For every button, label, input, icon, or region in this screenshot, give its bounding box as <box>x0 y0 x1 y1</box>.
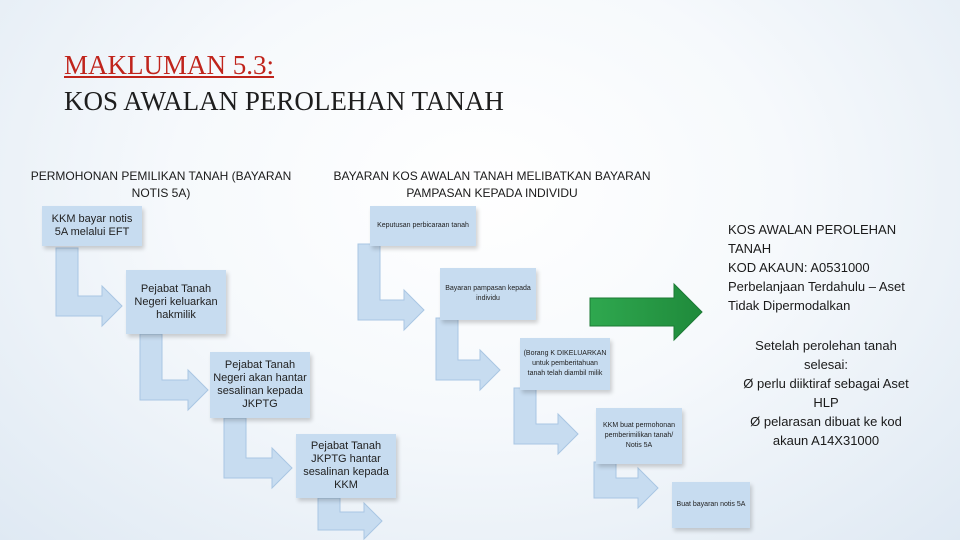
bullet-arrow-icon: Ø <box>743 376 754 391</box>
connector-arrow-1 <box>56 248 122 326</box>
connector-arrow-3 <box>224 418 292 488</box>
flow-box-text: Buat bayaran notis 5A <box>676 501 746 508</box>
right-column-header: BAYARAN KOS AWALAN TANAH MELIBATKAN BAYARAN PAMPASAN KEPADA INDIVIDU <box>333 169 651 200</box>
flow-box-left-2 <box>126 270 226 334</box>
flow-box-right-2 <box>440 268 536 320</box>
flow-box-text: Pejabat Tanah Negeri akan hantar sesalinan kepada JKPTG <box>213 359 307 410</box>
flow-box-text: Pejabat Tanah Negeri keluarkan hakmilik <box>134 282 218 321</box>
cost-info-line: KOD AKAUN: A0531000 <box>728 260 870 275</box>
green-arrow <box>590 284 702 340</box>
connector-arrow-7 <box>358 244 424 330</box>
left-column-header: PERMOHONAN PEMILIKAN TANAH (BAYARAN NOTIS 5A) <box>30 169 292 200</box>
bullet-text: perlu diiktiraf sebagai Aset <box>756 376 909 391</box>
connector-arrow-9 <box>514 388 578 454</box>
cost-info-line: KOS AWALAN PEROLEHAN <box>728 222 897 237</box>
after-acquisition-note <box>706 336 946 450</box>
note-intro-2: selesai: <box>803 357 849 372</box>
flow-box-text: Keputusan perbicaraan tanah <box>377 222 469 229</box>
cost-info-line: Perbelanjaan Terdahulu – Aset <box>728 279 905 294</box>
flow-box-left-3 <box>210 352 310 418</box>
bullet-arrow-icon: Ø <box>750 414 761 429</box>
connector-arrow-2 <box>140 334 208 410</box>
flow-box-left-1 <box>42 206 142 246</box>
connector-arrow-10 <box>594 462 658 508</box>
cost-info-line: Tidak Dipermodalkan <box>728 298 851 313</box>
flow-box-text: (Borang K DIKELUARKAN untuk pemberitahuan tanah telah diambil milik <box>523 350 607 377</box>
cost-info-line: TANAH <box>728 241 772 256</box>
slide-title-label: MAKLUMAN 5.3: <box>64 50 275 80</box>
note-intro: Setelah perolehan tanah <box>755 338 897 353</box>
flow-box-text: Bayaran pampasan kepada individu <box>445 285 531 302</box>
note-bullet-2 <box>706 412 946 431</box>
bullet-text-cont: akaun A14X31000 <box>772 433 880 448</box>
flow-box-left-4 <box>296 434 396 498</box>
slide-title: KOS AWALAN PEROLEHAN TANAH <box>64 86 504 116</box>
connector-arrow-8 <box>436 318 500 390</box>
bullet-text: pelarasan dibuat ke kod <box>763 414 902 429</box>
bullet-text-cont: HLP <box>813 395 839 410</box>
connector-arrow-4 <box>318 498 382 539</box>
flow-box-right-4 <box>596 408 682 464</box>
flow-box-text: KKM buat permohonan pemberimilikan tanah/ Notis 5A <box>603 422 675 449</box>
flow-box-text: Pejabat Tanah JKPTG hantar sesalinan kepada KKM <box>303 440 389 491</box>
flow-box-text: KKM bayar notis 5A melalui EFT <box>51 213 133 238</box>
note-bullet-1 <box>706 374 946 393</box>
cost-info <box>728 220 950 315</box>
flow-box-right-1 <box>370 206 476 246</box>
flow-box-right-5 <box>672 482 750 528</box>
flow-box-right-3 <box>520 338 610 390</box>
